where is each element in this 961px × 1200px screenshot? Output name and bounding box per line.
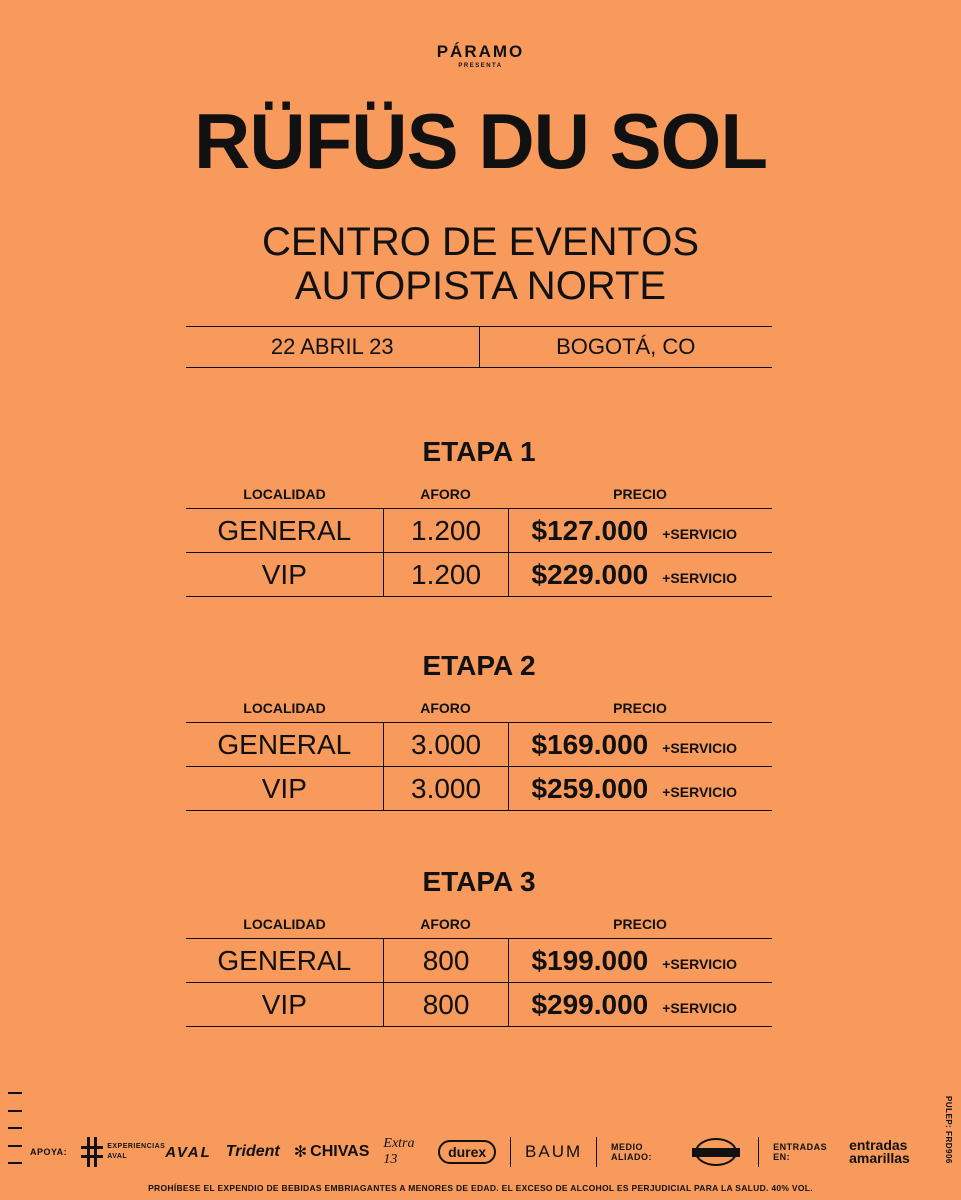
service-fee-label: +SERVICIO (662, 955, 738, 972)
localidad-cell: VIP (261, 988, 307, 1020)
localidad-cell: VIP (261, 772, 307, 804)
medio-aliado-label: MEDIO ALIADO: (611, 1142, 653, 1162)
venue-name (0, 220, 961, 308)
media-partner-emblem-icon (688, 1137, 744, 1167)
event-date: 22 ABRIL 23 (270, 334, 394, 359)
aforo-cell: 800 (383, 983, 509, 1026)
grupo-aval-logo: AVAL (165, 1143, 212, 1161)
header-precio: PRECIO (613, 486, 667, 502)
experiencias-aval-logo (81, 1137, 166, 1167)
price-table (186, 722, 772, 811)
service-fee-label: +SERVICIO (662, 525, 738, 542)
price-table (186, 938, 772, 1027)
aforo-cell: 1.200 (383, 509, 509, 552)
trident-logo: Trident (225, 1143, 280, 1160)
baum-logo: BAUM (525, 1142, 583, 1161)
price-value: $229.000 (531, 558, 649, 590)
table-row (186, 983, 772, 1027)
aforo-cell: 1.200 (383, 553, 509, 596)
service-fee-label: +SERVICIO (662, 783, 738, 800)
chivas-label: CHIVAS (310, 1143, 370, 1160)
chivas-emblem-icon: ✻ (293, 1144, 308, 1161)
price-value: $127.000 (531, 514, 649, 546)
localidad-cell: GENERAL (217, 728, 352, 760)
legal-marks (8, 1092, 22, 1164)
alcohol-disclaimer: PROHÍBESE EL EXPENDIO DE BEBIDAS EMBRIAGANTES A MENORES DE EDAD. EL EXCESO DE ALCOHOL ES PERJUDICIAL PARA LA SALUD. 40% VOL. (148, 1183, 813, 1193)
header-aforo: AFORO (420, 700, 471, 716)
divider (596, 1137, 597, 1167)
price-value: $199.000 (531, 944, 649, 976)
aforo-cell: 3.000 (383, 767, 509, 810)
price-value: $169.000 (531, 728, 649, 760)
extra-logo: Extra 13 (383, 1136, 415, 1167)
precio-cell (508, 983, 772, 1026)
stage-2 (186, 648, 772, 811)
experiencias-label: EXPERIENCIAS AVAL (107, 1143, 166, 1160)
precio-cell (508, 939, 772, 982)
header-aforo: AFORO (420, 486, 471, 502)
price-table (186, 508, 772, 597)
precio-cell (508, 767, 772, 810)
localidad-cell: GENERAL (217, 944, 352, 976)
table-row (186, 939, 772, 983)
venue-line-2: AUTOPISTA NORTE (294, 264, 667, 308)
artist-title: RÜFÜS DU SOL (194, 97, 767, 185)
presenta-label: PRESENTA (458, 63, 503, 69)
header-localidad: LOCALIDAD (243, 486, 326, 502)
pulep-code: PULEP: FRD906 (944, 1096, 953, 1164)
table-header (186, 696, 772, 720)
price-value: $259.000 (531, 772, 649, 804)
table-header (186, 912, 772, 936)
precio-cell (508, 723, 772, 766)
sponsors-bar (30, 1128, 930, 1176)
table-row (186, 767, 772, 811)
aforo-cell: 3.000 (383, 723, 509, 766)
service-fee-label: +SERVICIO (662, 739, 738, 756)
localidad-cell: GENERAL (217, 514, 352, 546)
stage-title: ETAPA 1 (422, 436, 536, 467)
precio-cell (508, 553, 772, 596)
header-localidad: LOCALIDAD (243, 700, 326, 716)
stage-1 (186, 434, 772, 597)
entradas-amarillas-logo: entradas amarillas (849, 1137, 910, 1166)
header-precio: PRECIO (613, 916, 667, 932)
table-header (186, 482, 772, 506)
localidad-cell: VIP (261, 558, 307, 590)
service-fee-label: +SERVICIO (662, 569, 738, 586)
header-aforo: AFORO (420, 916, 471, 932)
durex-logo: durex (438, 1140, 496, 1164)
divider (758, 1137, 759, 1167)
service-fee-label: +SERVICIO (662, 999, 738, 1016)
table-row (186, 509, 772, 553)
header-localidad: LOCALIDAD (243, 916, 326, 932)
precio-cell (508, 509, 772, 552)
entradas-en-label: ENTRADAS EN: (773, 1142, 828, 1162)
presenter-logo: PÁRAMO (436, 42, 525, 61)
apoya-label: APOYA: (30, 1147, 68, 1157)
date-location-row (186, 326, 772, 368)
stage-3 (186, 864, 772, 1027)
stage-title: ETAPA 3 (422, 866, 536, 897)
event-city: BOGOTÁ, CO (479, 327, 773, 367)
price-value: $299.000 (531, 988, 649, 1020)
table-row (186, 723, 772, 767)
aforo-cell: 800 (383, 939, 509, 982)
chivas-logo (294, 1142, 370, 1162)
venue-line-1: CENTRO DE EVENTOS (261, 220, 700, 264)
divider (510, 1137, 511, 1167)
header-precio: PRECIO (613, 700, 667, 716)
hash-icon (81, 1137, 103, 1167)
table-row (186, 553, 772, 597)
stage-title: ETAPA 2 (422, 650, 536, 681)
media-partner-logo (688, 1137, 744, 1167)
